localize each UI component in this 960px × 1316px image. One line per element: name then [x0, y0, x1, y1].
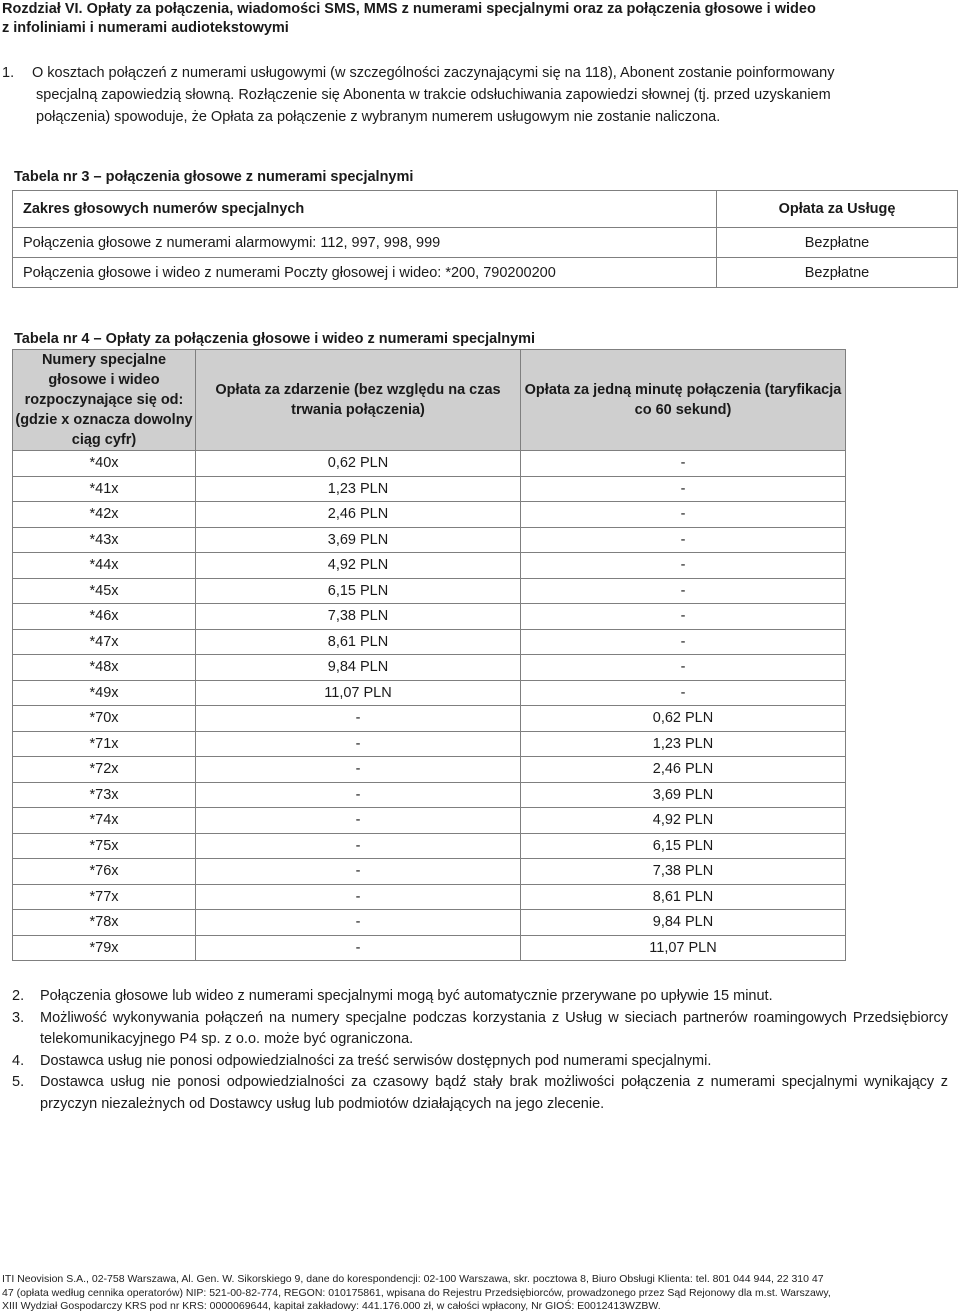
table4-cell: *73x [13, 782, 196, 808]
table4-cell: - [521, 680, 846, 706]
table-row [13, 502, 846, 528]
table4-cell: - [521, 527, 846, 553]
table4-cell: 6,15 PLN [521, 833, 846, 859]
intro-line-1: 1. O kosztach połączeń z numerami usługowymi (w szczególności zaczynającymi się na 118), Abonent zostanie poinformowany [2, 62, 947, 84]
table4-cell: 2,46 PLN [196, 502, 521, 528]
table4-header-row [13, 350, 846, 451]
table-row [13, 553, 846, 579]
table4-header-numbers: Numery specjalne głosowe i wideo rozpoczynające się od: (gdzie x oznacza dowolny ciąg cyfr) [13, 350, 196, 451]
list-item [12, 986, 948, 1008]
table4-cell: - [521, 578, 846, 604]
table-row [13, 604, 846, 630]
table-row [13, 527, 846, 553]
table4-cell: 0,62 PLN [521, 706, 846, 732]
footer-line-1: ITI Neovision S.A., 02-758 Warszawa, Al. Gen. W. Sikorskiego 9, dane do korespondencji: 02-100 Warszawa, skr. pocztowa 8, Biuro Obsługi Klienta: tel. 801 044 944, 22 310 47 [2, 1273, 824, 1285]
list-item-number: 3. [12, 1009, 25, 1026]
table-row [13, 935, 846, 961]
table3-cell: Połączenia głosowe i wideo z numerami Poczty głosowej i wideo: *200, 790200200 [13, 258, 717, 288]
list-item-number: 5. [12, 1074, 25, 1090]
table4-cell: - [196, 782, 521, 808]
table4-header-minute-fee: Opłata za jedną minutę połączenia (taryfikacja co 60 sekund) [521, 350, 846, 451]
table-row [13, 655, 846, 681]
list-item-number: 2. [12, 988, 25, 1004]
table4-cell: 11,07 PLN [196, 680, 521, 706]
table-row [13, 884, 846, 910]
table-row [13, 451, 846, 477]
table4-cell: 9,84 PLN [521, 910, 846, 936]
table4-cell: *78x [13, 910, 196, 936]
table4-cell: 8,61 PLN [196, 629, 521, 655]
table4-cell: *48x [13, 655, 196, 681]
table4-cell: *70x [13, 706, 196, 732]
table4-cell: - [196, 706, 521, 732]
table4-cell: 8,61 PLN [521, 884, 846, 910]
list-item-number: 4. [12, 1052, 25, 1069]
table4-cell: 11,07 PLN [521, 935, 846, 961]
table4-cell: *74x [13, 808, 196, 834]
table4-cell: *42x [13, 502, 196, 528]
heading-line-1: Rozdział VI. Opłaty za połączenia, wiadomości SMS, MMS z numerami specjalnymi oraz za połączenia głosowe i wideo [2, 1, 816, 17]
table3-cell: Bezpłatne [717, 228, 958, 258]
table4-cell: 4,92 PLN [196, 553, 521, 579]
table-row [13, 731, 846, 757]
list-item-text: Dostawca usług nie ponosi odpowiedzialności za treść serwisów dostępnych pod numerami specjalnymi. [40, 1052, 712, 1069]
table4-cell: - [521, 502, 846, 528]
table4-cell: - [521, 451, 846, 477]
table4-cell: 9,84 PLN [196, 655, 521, 681]
table4-cell: - [196, 859, 521, 885]
list-item-text: Dostawca usług nie ponosi odpowiedzialności za czasowy bądź stały brak możliwości połączenia z numerami specjalnymi wynikający z przyczyn niezależnych od Dostawcy usług lub podmiotów działających na jego zlecenie. [40, 1074, 948, 1112]
table4-header-event-fee: Opłata za zdarzenie (bez względu na czas trwania połączenia) [196, 350, 521, 451]
table-row [13, 706, 846, 732]
table3-header-row [13, 191, 958, 228]
table3 [12, 190, 958, 288]
table4-cell: 0,62 PLN [196, 451, 521, 477]
table4-cell: 7,38 PLN [196, 604, 521, 630]
table3-caption: Tabela nr 3 – połączenia głosowe z numerami specjalnymi [14, 169, 414, 185]
table3-cell: Połączenia głosowe z numerami alarmowymi: 112, 997, 998, 999 [13, 228, 717, 258]
table4-cell: 3,69 PLN [521, 782, 846, 808]
footer-line-3: XIII Wydział Gospodarczy KRS pod nr KRS: 0000069644, kapitał zakładowy: 441.176.000 zł, w całości wpłacony, Nr GIOŚ: E0012413WZBW. [2, 1300, 661, 1312]
table4-cell: 3,69 PLN [196, 527, 521, 553]
table-row [13, 782, 846, 808]
table4-cell: *46x [13, 604, 196, 630]
table4-cell: *45x [13, 578, 196, 604]
section-heading [2, 0, 902, 38]
table4-cell: 4,92 PLN [521, 808, 846, 834]
table-row [13, 258, 958, 288]
table4-cell: *41x [13, 476, 196, 502]
table4-body [13, 451, 846, 961]
table-row [13, 910, 846, 936]
table4-cell: 2,46 PLN [521, 757, 846, 783]
intro-paragraph [2, 62, 947, 128]
table3-header-fee: Opłata za Usługę [717, 191, 958, 228]
table4-cell: *71x [13, 731, 196, 757]
intro-number: 1. [2, 65, 15, 81]
table-row [13, 680, 846, 706]
table4-cell: - [196, 808, 521, 834]
table4-cell: - [521, 655, 846, 681]
table4 [12, 349, 846, 961]
table4-cell: *79x [13, 935, 196, 961]
table-row [13, 578, 846, 604]
table4-caption: Tabela nr 4 – Opłaty za połączenia głosowe i wideo z numerami specjalnymi [14, 331, 536, 347]
table4-cell: - [196, 757, 521, 783]
table4-cell: - [196, 833, 521, 859]
table4-cell: 6,15 PLN [196, 578, 521, 604]
table-row [13, 808, 846, 834]
table4-cell: - [196, 731, 521, 757]
intro-line-3: połączenia) spowoduje, że Opłata za połączenie z wybranym numerem usługowym nie zostanie naliczona. [36, 109, 721, 125]
table-row [13, 859, 846, 885]
table4-cell: *47x [13, 629, 196, 655]
table4-cell: 7,38 PLN [521, 859, 846, 885]
heading-line-2: z infoliniami i numerami audiotekstowymi [2, 20, 289, 36]
list-item [12, 1008, 948, 1051]
table-row [13, 757, 846, 783]
table-row [13, 833, 846, 859]
table4-cell: 1,23 PLN [521, 731, 846, 757]
table-row [13, 476, 846, 502]
table4-cell: *49x [13, 680, 196, 706]
table4-cell: *76x [13, 859, 196, 885]
table4-cell: *77x [13, 884, 196, 910]
table3-header-range: Zakres głosowych numerów specjalnych [13, 191, 717, 228]
table4-cell: 1,23 PLN [196, 476, 521, 502]
intro-line-2: specjalną zapowiedzią słowną. Rozłączenie się Abonenta w trakcie odsłuchiwania zapowiedzi słownej (tj. przed uzyskaniem [36, 87, 831, 103]
list-item-text: Możliwość wykonywania połączeń na numery specjalne podczas korzystania z Usług w sieciach partnerów roamingowych Przedsiębiorcy telekomunikacyjnego P4 sp. z o.o. może być ograniczona. [40, 1009, 948, 1047]
table3-cell: Bezpłatne [717, 258, 958, 288]
notes-list [12, 986, 948, 1115]
table4-cell: *40x [13, 451, 196, 477]
footer [2, 1273, 960, 1314]
table4-cell: - [196, 884, 521, 910]
table4-cell: - [521, 629, 846, 655]
list-item-text: Połączenia głosowe lub wideo z numerami specjalnymi mogą być automatycznie przerywane po upływie 15 minut. [40, 988, 773, 1004]
table4-cell: *43x [13, 527, 196, 553]
table4-cell: *72x [13, 757, 196, 783]
table4-cell: *44x [13, 553, 196, 579]
table4-cell: - [521, 553, 846, 579]
table4-cell: - [196, 935, 521, 961]
table4-cell: - [521, 604, 846, 630]
table4-cell: - [196, 910, 521, 936]
table-row [13, 228, 958, 258]
list-item [12, 1051, 948, 1073]
table-row [13, 629, 846, 655]
footer-line-2: 47 (opłata według cennika operatorów) NIP: 521-00-82-774, REGON: 010175861, wpisana do Rejestru Przedsiębiorców, prowadzonego przez Sąd Rejonowy dla m.st. Warszawy, [2, 1286, 831, 1299]
table4-cell: - [521, 476, 846, 502]
table4-cell: *75x [13, 833, 196, 859]
list-item [12, 1072, 948, 1115]
